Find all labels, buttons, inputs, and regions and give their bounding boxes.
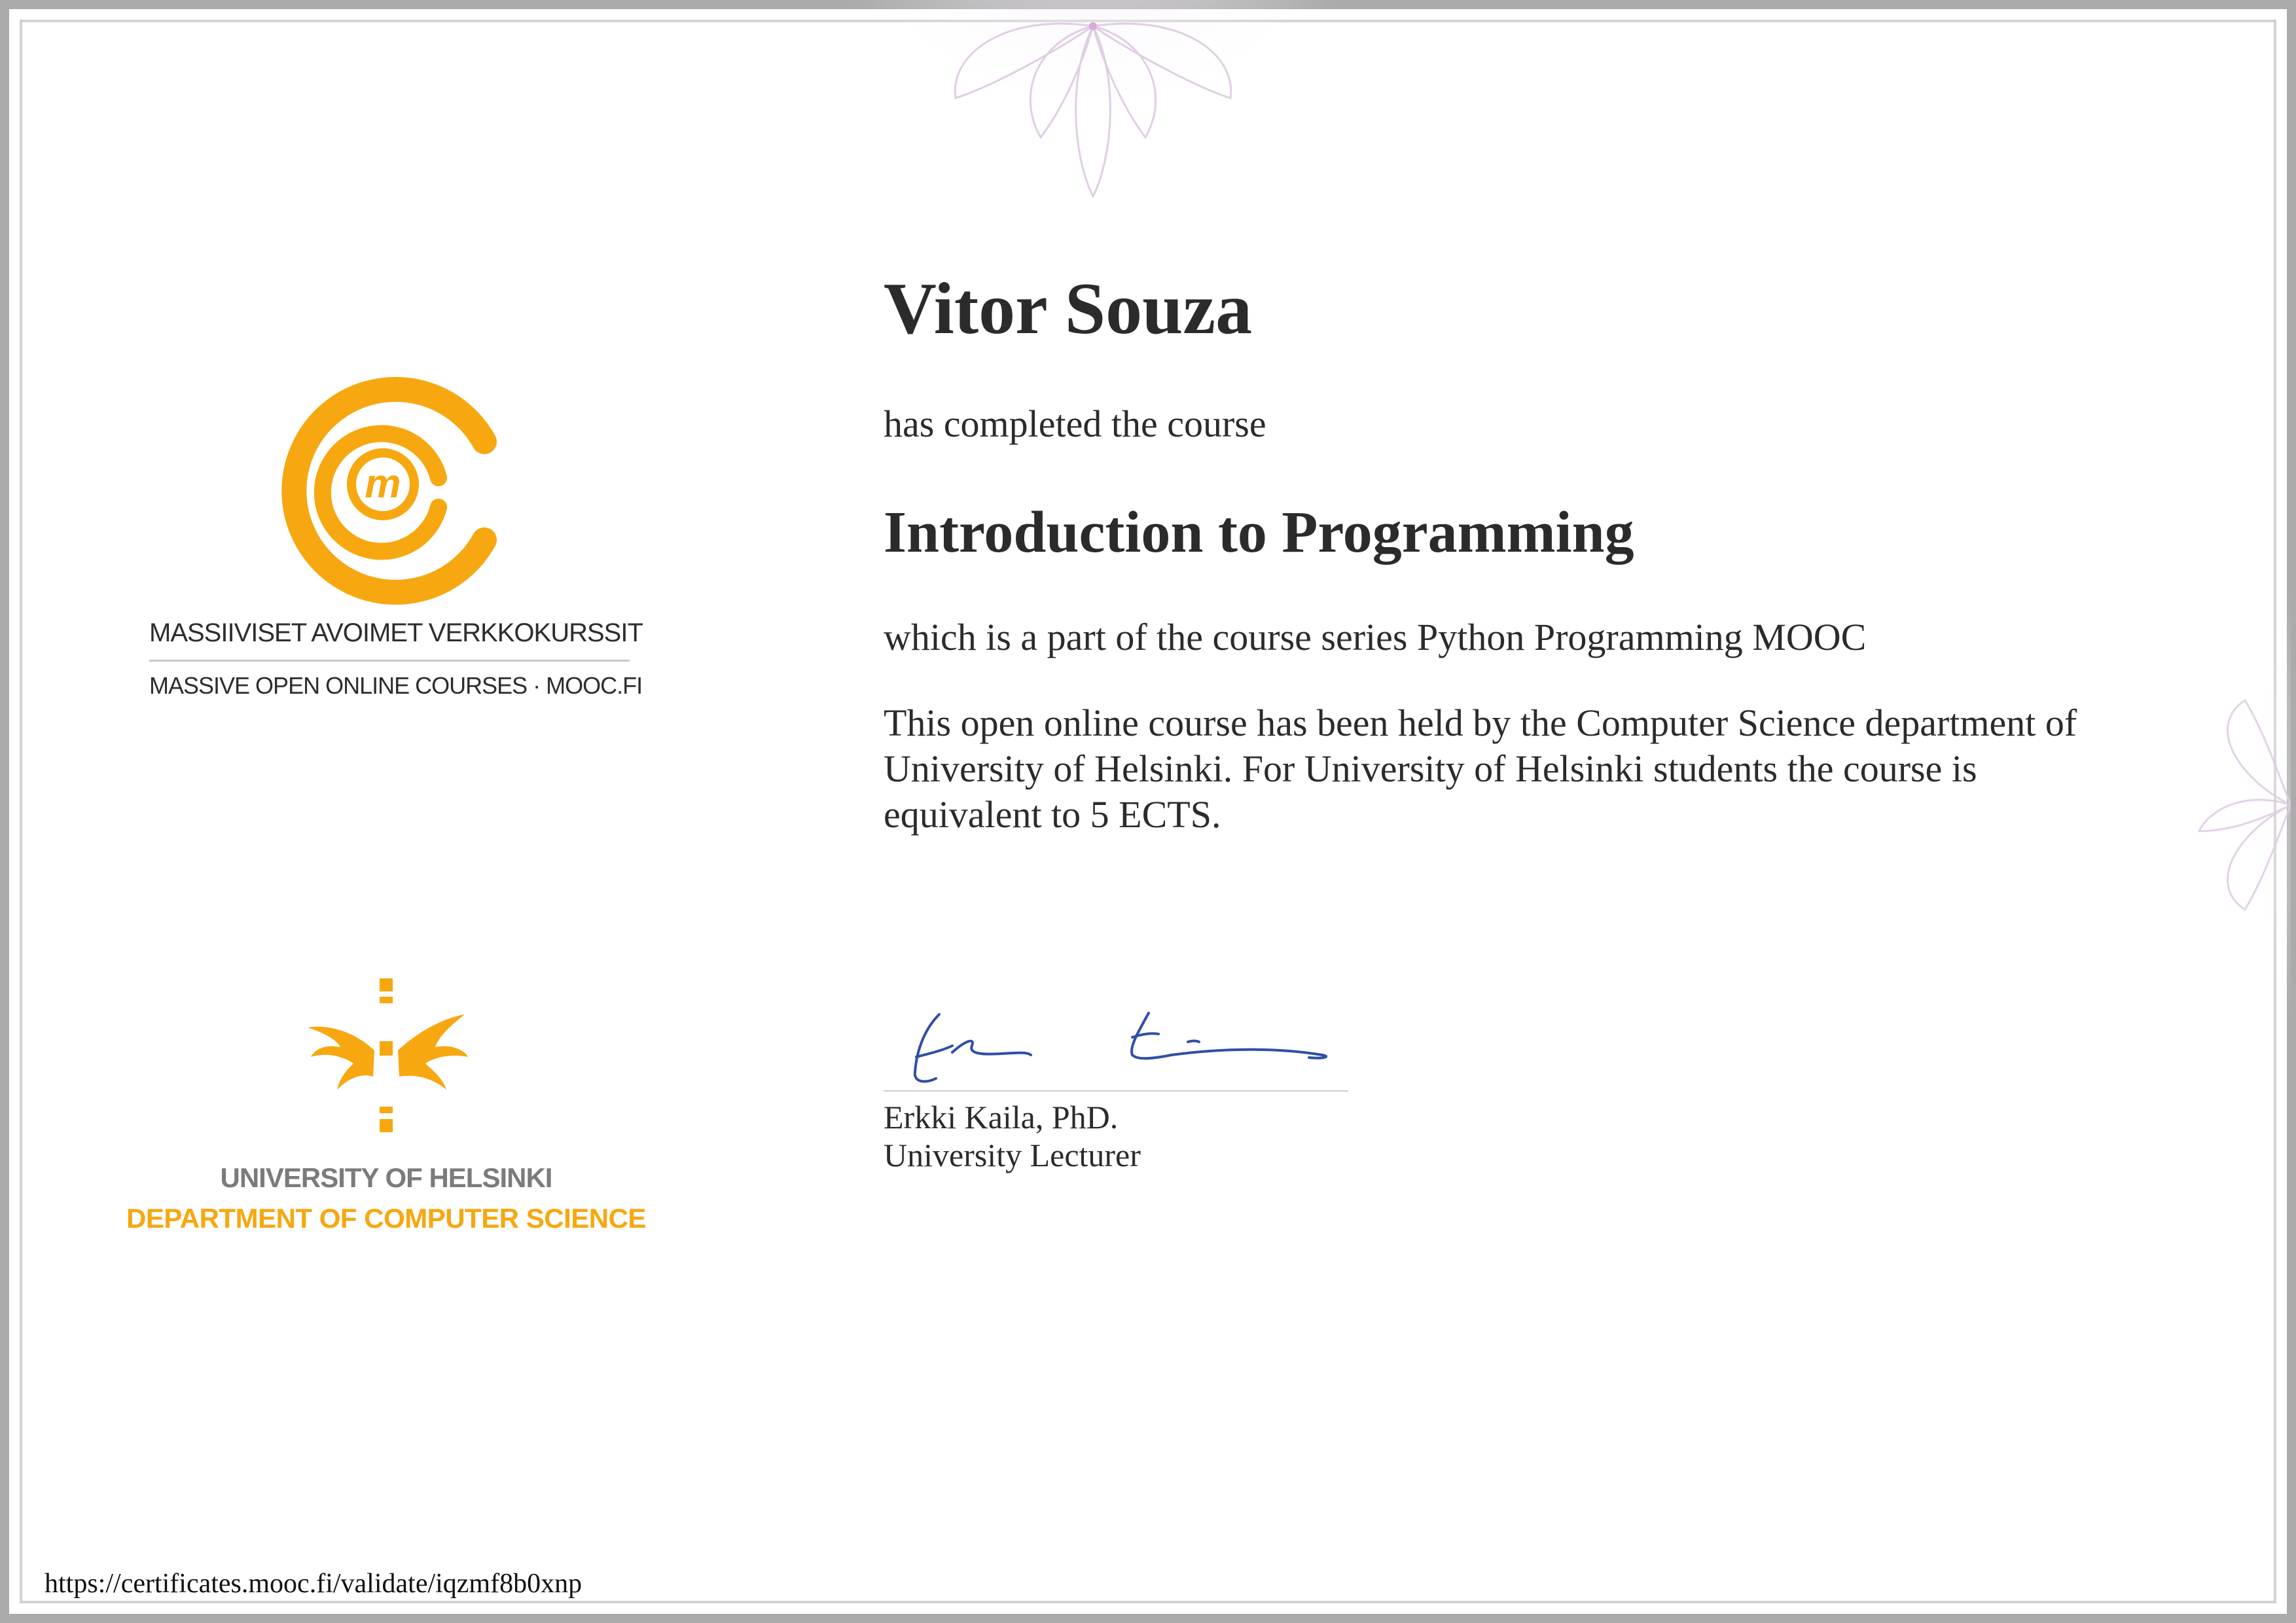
university-flame-icon [301, 978, 471, 1135]
completed-course-text: has completed the course [884, 402, 1266, 445]
handwritten-signature [890, 995, 1348, 1093]
validation-url-link[interactable]: https://certificates.mooc.fi/validate/iqzmf8b0xnp [45, 1569, 583, 1599]
right-rosette-decoration [2134, 582, 2291, 1027]
university-name: UNIVERSITY OF HELSINKI [220, 1162, 552, 1193]
mooc-logo-line1: MASSIIVISET AVOIMET VERKKOKURSSIT [149, 618, 643, 647]
top-rosette-decoration [844, 0, 1342, 275]
course-description: This open online course has been held by the Computer Science department of University of Helsinki. For University of Helsinki students the course is equivalent to 5 ECTS. [884, 702, 2077, 836]
signer-title: University Lecturer [884, 1137, 1141, 1173]
recipient-name: Vitor Souza [884, 268, 1253, 349]
mooc-logo-divider [149, 660, 630, 662]
signer-name: Erkki Kaila, PhD. [884, 1099, 1119, 1135]
signature-line [884, 1090, 1348, 1092]
department-name: DEPARTMENT OF COMPUTER SCIENCE [126, 1203, 646, 1234]
mooc-logo-icon [131, 366, 641, 707]
svg-text:m: m [365, 461, 401, 507]
course-series-text: which is a part of the course series Python Programming MOOC [884, 616, 1867, 658]
mooc-logo-line2: MASSIVE OPEN ONLINE COURSES · MOOC.FI [149, 672, 643, 699]
course-name: Introduction to Programming [884, 500, 1634, 565]
